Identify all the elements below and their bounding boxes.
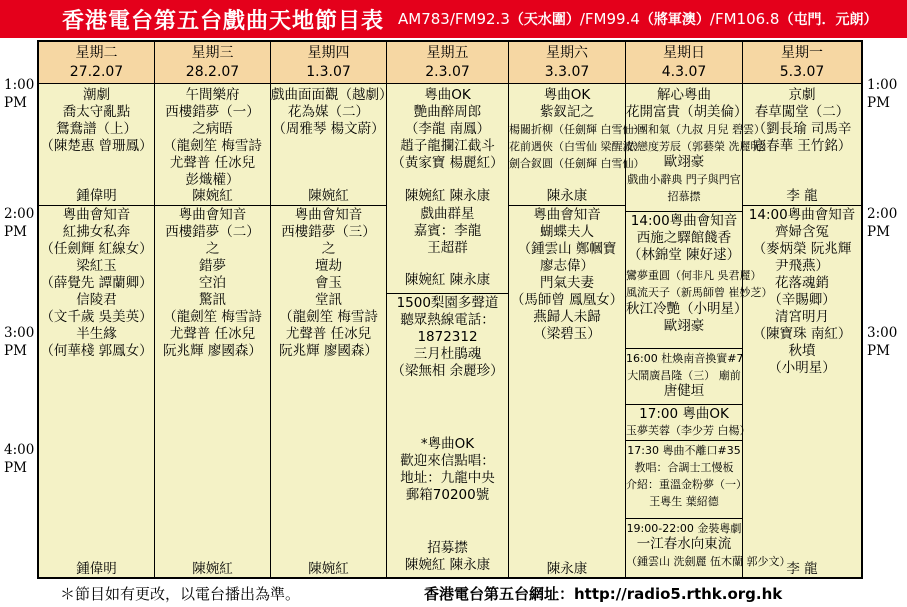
program-line: 依戀度芳辰（郭藝榮 冼麗明） xyxy=(626,140,773,153)
program-line: （周雅琴 楊文蔚） xyxy=(272,121,385,137)
program-line: 劍合釵圓（任劍輝 白雪仙） xyxy=(509,157,645,170)
day-name: 星期三 xyxy=(191,45,234,61)
program-line: （馬師曾 鳳凰女） xyxy=(510,292,624,308)
area-tseung-kwan-o: （將軍澳） xyxy=(639,12,710,28)
day-date: 3.3.07 xyxy=(544,64,590,80)
program-line: （鍾雲山 洗劍麗 伍木蘭 郭少文） xyxy=(626,555,791,568)
program-line: （林錦堂 陳好逑） xyxy=(627,247,741,263)
program-line: 清宮明月 xyxy=(775,309,829,325)
footer xyxy=(0,581,907,607)
program-line: 花落魂銷 xyxy=(775,275,829,291)
program-line: （劉長瑜 司馬辛 xyxy=(752,121,852,137)
day-name: 星期一 xyxy=(781,45,823,61)
program-line: （辛賜卿） xyxy=(768,292,836,308)
day-name: 星期四 xyxy=(307,45,350,61)
program-line: 一團和氣（九叔 月兒 碧雲） xyxy=(626,123,765,136)
time-label-hour: 4:00 xyxy=(4,442,35,458)
day-name: 星期二 xyxy=(75,45,118,61)
day-column xyxy=(626,42,791,577)
program-block xyxy=(743,86,861,155)
program-block xyxy=(626,300,748,335)
time-label-2pm-right xyxy=(867,205,897,241)
time-label-hour: 1:00 xyxy=(867,77,898,93)
program-line: 16:00 杜煥南音換實#7 xyxy=(626,352,744,365)
freq-am783: AM783/FM92.3 xyxy=(398,10,510,28)
day-date: 27.2.07 xyxy=(69,64,124,80)
day-date: 5.3.07 xyxy=(779,64,825,80)
program-block xyxy=(509,205,625,343)
program-line: （龍劍笙 梅雪詩 xyxy=(163,138,262,154)
day-column xyxy=(743,42,861,577)
program-block xyxy=(271,86,393,138)
program-line: 之病晤 xyxy=(192,121,233,137)
program-line: 喬太守亂點 xyxy=(62,104,131,120)
program-line: 嘉賓：李龍 xyxy=(413,223,482,239)
program-line: 壇劫 xyxy=(315,258,342,274)
program-line: （梁無相 余麗珍） xyxy=(391,363,504,379)
program-line: 粵曲會知音 xyxy=(62,207,131,223)
day-column xyxy=(271,42,393,577)
program-line: 會玉 xyxy=(315,275,342,291)
day-header xyxy=(743,42,861,84)
program-line: 粵曲OK xyxy=(424,87,471,103)
program-block xyxy=(626,170,742,205)
station-website: 香港電台第五台網址：http://radio5.rthk.org.hk xyxy=(424,585,783,603)
day-header xyxy=(155,42,270,84)
program-block xyxy=(271,205,386,360)
time-label-pm: PM xyxy=(4,95,27,111)
program-line: 1500梨園多聲道 xyxy=(396,295,499,311)
program-line: 地址：九龍中央 xyxy=(400,470,495,486)
program-block xyxy=(155,86,270,189)
program-line: 午間樂府 xyxy=(185,87,240,103)
program-line: 17:00 粵曲OK xyxy=(639,406,729,422)
time-label-4pm-left xyxy=(4,441,34,477)
program-host: 鍾偉明 xyxy=(76,188,117,204)
program-line: 春草闖堂（二） xyxy=(754,104,850,120)
day-date: 4.3.07 xyxy=(661,64,707,80)
program-line: 歐翊豪 xyxy=(663,154,705,170)
program-line: 西樓錯夢（一） xyxy=(165,104,260,120)
program-block xyxy=(387,539,508,574)
program-line: 門氣夫妻 xyxy=(540,275,594,291)
time-label-hour: 1:00 xyxy=(4,77,35,93)
freq-fm994: /FM99.4 xyxy=(579,10,640,28)
time-label-hour: 2:00 xyxy=(4,206,35,222)
program-line: 王超群 xyxy=(427,240,468,256)
program-line: 之 xyxy=(205,241,220,257)
program-host: 陳永康 xyxy=(546,188,588,204)
program-host: 陳婉紅 陳永康 xyxy=(404,272,491,288)
program-line: 介紹：重溫金粉夢（一） xyxy=(626,478,747,491)
freq-fm1068: /FM106.8 xyxy=(709,10,780,28)
program-line: （鍾雲山 鄭幗寶 xyxy=(517,241,617,257)
time-label-1pm-left xyxy=(4,76,34,112)
program-line: 玉夢芙蓉（李少芳 白楊） xyxy=(626,424,751,437)
program-host: 陳婉紅 xyxy=(308,561,349,577)
day-header xyxy=(509,42,625,84)
program-line: 齊婦含冤 xyxy=(775,224,829,240)
program-block xyxy=(626,348,742,384)
area-tin-shui-wai: （天水圍） xyxy=(509,12,580,28)
day-date: 2.3.07 xyxy=(425,64,470,80)
program-host: 陳婉紅 xyxy=(192,561,233,577)
program-line: 1872312 xyxy=(417,329,478,345)
day-header xyxy=(387,42,508,84)
program-line: 粵曲會知音 xyxy=(178,207,247,223)
time-label-3pm-left xyxy=(4,324,34,360)
program-line: 教唱：合調士工慢板 xyxy=(634,461,734,474)
program-host: 陳婉紅 xyxy=(308,188,349,204)
frequency-info xyxy=(398,9,877,29)
program-line: 之 xyxy=(321,241,336,257)
program-block xyxy=(626,153,742,171)
program-line: （陳寶珠 南紅） xyxy=(752,326,852,342)
program-block xyxy=(387,293,508,380)
day-column xyxy=(509,42,645,577)
time-label-hour: 3:00 xyxy=(4,325,35,341)
program-host: 陳婉紅 xyxy=(192,188,233,204)
program-line: 尤聲普 任冰兒 xyxy=(285,326,372,342)
program-block xyxy=(387,205,508,257)
program-line: 紫釵記之 xyxy=(540,104,594,120)
program-block xyxy=(626,86,748,121)
time-label-pm: PM xyxy=(4,224,27,240)
program-line: 驚訊 xyxy=(199,292,226,308)
program-block xyxy=(509,86,625,121)
title-bar xyxy=(0,0,907,38)
day-name: 星期日 xyxy=(663,45,705,61)
day-header xyxy=(39,42,154,84)
program-host: 鍾偉明 xyxy=(76,561,117,577)
day-column xyxy=(155,42,271,577)
program-block xyxy=(39,205,154,360)
program-line: 鴛鴦譜（上） xyxy=(56,121,137,137)
program-line: 三月杜鵑魂 xyxy=(413,346,482,362)
page-title: 香港電台第五台戲曲天地節目表 xyxy=(62,8,385,34)
time-label-1pm-right xyxy=(867,76,897,112)
program-block xyxy=(626,421,751,439)
program-line: 西樓錯夢（三） xyxy=(281,224,376,240)
time-label-3pm-right xyxy=(867,324,897,360)
program-line: （黃家寶 楊麗紅） xyxy=(391,155,504,171)
program-block xyxy=(626,535,742,553)
program-line: 堂訊 xyxy=(315,292,342,308)
program-line: 艷曲醉周郎 xyxy=(413,104,482,120)
program-line: 戲曲群星 xyxy=(420,206,475,222)
time-label-pm: PM xyxy=(4,460,27,476)
program-line: 阮兆輝 廖國森） xyxy=(163,343,262,359)
program-line: 蝴蝶夫人 xyxy=(540,224,594,240)
program-host: 李 龍 xyxy=(786,188,818,204)
footnote: ＊節目如有更改，以電台播出為準。 xyxy=(60,585,301,603)
program-block xyxy=(743,205,861,377)
time-label-pm: PM xyxy=(867,224,890,240)
program-line: （任劍輝 紅線女） xyxy=(40,241,153,257)
program-host: 陳永康 xyxy=(546,561,588,577)
program-line: 招募㩒 xyxy=(427,540,468,556)
program-block xyxy=(509,120,645,172)
program-line: 解心粵曲 xyxy=(657,87,711,103)
day-header xyxy=(626,42,742,84)
time-label-hour: 2:00 xyxy=(867,206,898,222)
program-line: 廖志偉） xyxy=(540,258,594,274)
program-line: 尤聲普 任冰兒 xyxy=(169,326,256,342)
program-line: （李龍 南鳳） xyxy=(404,121,491,137)
program-line: 粵曲會知音 xyxy=(533,207,601,223)
program-line: 錯夢 xyxy=(199,258,226,274)
day-header xyxy=(271,42,386,84)
program-line: 陳婉紅 陳永康 xyxy=(404,557,491,573)
day-column xyxy=(387,42,509,577)
program-line: 趙子龍攔江截斗 xyxy=(400,138,495,154)
program-block xyxy=(39,86,154,155)
program-line: 花為媒（二） xyxy=(288,104,369,120)
program-line: 一江春水向東流 xyxy=(636,536,732,552)
program-block xyxy=(626,120,773,155)
day-name: 星期六 xyxy=(546,45,588,61)
program-line: 歐翊豪 xyxy=(663,318,705,334)
time-label-hour: 3:00 xyxy=(867,325,898,341)
program-line: 京劇 xyxy=(788,87,816,103)
program-line: 西施之驛館餞香 xyxy=(636,230,732,246)
program-block xyxy=(387,86,508,172)
program-host: 李 龍 xyxy=(786,561,818,577)
day-name: 星期五 xyxy=(426,45,469,61)
program-line: 半生緣 xyxy=(76,326,117,342)
program-block xyxy=(626,440,747,510)
time-label-pm: PM xyxy=(867,95,890,111)
program-line: 鸞夢重圓（何非凡 吳君麗） xyxy=(626,269,762,282)
program-line: 風流天子（新馬師曾 崔妙芝） xyxy=(626,286,773,299)
program-line: 粵曲會知音 xyxy=(294,207,363,223)
program-line: 戲曲面面觀（越劇） xyxy=(271,87,393,103)
schedule-grid xyxy=(37,40,863,579)
program-line: （龍劍笙 梅雪詩 xyxy=(279,309,378,325)
program-block xyxy=(626,266,773,301)
program-line: 秋江冷艷（小明星） xyxy=(626,301,748,317)
day-date: 28.2.07 xyxy=(185,64,240,80)
program-line: （文千歲 吳美英） xyxy=(40,309,153,325)
program-block xyxy=(387,435,508,504)
program-line: （陳楚惠 曾珊鳳） xyxy=(40,138,153,154)
program-block xyxy=(626,211,742,264)
area-tuen-mun-yuen-long: （屯門．元朗） xyxy=(779,12,878,28)
program-line: 西樓錯夢（二） xyxy=(165,224,260,240)
program-line: 寇春華 王竹銘） xyxy=(752,138,852,154)
program-line: 梁紅玉 xyxy=(76,258,117,274)
program-line: 阮兆輝 廖國森） xyxy=(279,343,378,359)
program-block xyxy=(626,552,791,570)
time-label-pm: PM xyxy=(867,343,890,359)
time-label-2pm-left xyxy=(4,205,34,241)
program-line: 唐健垣 xyxy=(663,383,705,399)
program-line: 戲曲小辭典 門子與門官 xyxy=(627,173,741,186)
program-line: 大鬧廣昌隆（三） 廟前 xyxy=(627,369,741,382)
program-block xyxy=(626,382,742,400)
program-line: 潮劇 xyxy=(83,87,110,103)
program-line: 燕歸人未歸 xyxy=(533,309,601,325)
program-line: 粵曲OK xyxy=(543,87,591,103)
program-line: 秋墳 xyxy=(788,343,816,359)
time-label-pm: PM xyxy=(4,343,27,359)
program-line: 聽眾熱線電話： xyxy=(400,312,495,328)
program-line: 信陵君 xyxy=(76,292,117,308)
program-line: *粵曲OK xyxy=(420,436,475,452)
program-line: 花開富貴（胡美倫） xyxy=(626,104,748,120)
program-line: 王粵生 葉紹德 xyxy=(649,495,719,508)
program-line: 17:30 粵曲不離口#35 xyxy=(627,444,741,457)
program-line: 尹飛燕） xyxy=(775,258,829,274)
program-line: 歡迎來信點唱： xyxy=(400,453,495,469)
program-line: 楊關折柳（任劍輝 白雪仙） xyxy=(509,123,645,136)
program-host: 陳婉紅 陳永康 xyxy=(404,188,491,204)
program-line: 花前遇俠（白雪仙 梁醒波） xyxy=(509,140,645,153)
day-column xyxy=(39,42,155,577)
program-line: 郵箱70200號 xyxy=(405,487,490,503)
day-date: 1.3.07 xyxy=(306,64,351,80)
program-line: （小明星） xyxy=(768,360,836,376)
program-line: 14:00粵曲會知音 xyxy=(748,207,856,223)
program-line: （麥炳榮 阮兆輝 xyxy=(752,241,852,257)
program-line: 招慕㩒 xyxy=(667,190,701,203)
program-line: 空泊 xyxy=(199,275,226,291)
program-line: 紅拂女私奔 xyxy=(62,224,131,240)
program-line: 14:00粵曲會知音 xyxy=(630,213,738,229)
program-line: （何華棧 郭鳳女） xyxy=(40,343,153,359)
program-line: 19:00-22:00 金裝粵劇 xyxy=(626,522,742,535)
program-line: 彭熾權） xyxy=(185,172,240,188)
program-line: （龍劍笙 梅雪詩 xyxy=(163,309,262,325)
program-block xyxy=(155,205,270,360)
program-line: （薛覺先 譚蘭卿） xyxy=(40,275,153,291)
program-line: 尤聲普 任冰兒 xyxy=(169,155,256,171)
program-line: （梁碧玉） xyxy=(533,326,601,342)
